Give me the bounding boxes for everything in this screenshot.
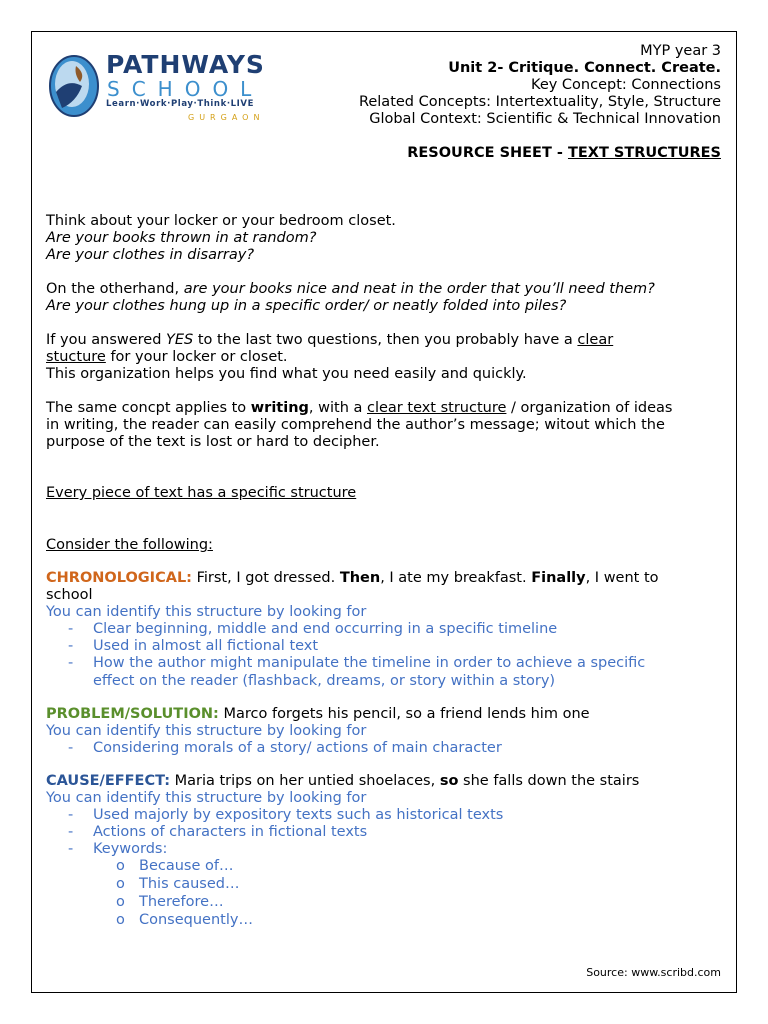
cause-effect-label: CAUSE/EFFECT: xyxy=(46,773,170,789)
chronological-example-line-2: school xyxy=(46,587,93,603)
text-run: / organization of ideas xyxy=(506,400,673,416)
logo-tagline: Learn·Work·Play·Think·LIVE xyxy=(106,99,255,109)
sheet-title xyxy=(407,145,721,162)
chronological-lead: You can identify this structure by looking for xyxy=(46,604,367,620)
sub-bullet: o xyxy=(116,858,125,874)
text-run: First, I got dressed. xyxy=(191,570,340,586)
intro-line-1: Think about your locker or your bedroom closet. xyxy=(46,213,396,229)
logo-name: PATHWAYS xyxy=(106,50,265,79)
text-run: for your locker or closet. xyxy=(105,349,288,365)
cause-effect-item-1: Used majorly by expository texts such as historical texts xyxy=(93,807,504,823)
header-key-concept: Key Concept: Connections xyxy=(531,77,721,93)
keyword-2: This caused… xyxy=(139,876,240,892)
logo-school: SCHOOL xyxy=(107,77,264,101)
sheet-title-prefix: RESOURCE SHEET - xyxy=(407,145,568,161)
text-run: , with a xyxy=(308,400,367,416)
sub-bullet: o xyxy=(116,912,125,928)
cause-effect-item-2: Actions of characters in fictional texts xyxy=(93,824,368,840)
paragraph-2-line-2: Are your clothes hung up in a specific order/ or neatly folded into piles? xyxy=(46,298,567,314)
keyword-1: Because of… xyxy=(139,858,234,874)
paragraph-4-line-3: purpose of the text is lost or hard to decipher. xyxy=(46,434,380,450)
consider-heading: Consider the following: xyxy=(46,537,213,553)
chronological-item-1: Clear beginning, middle and end occurring in a specific timeline xyxy=(93,621,558,637)
text-run: to the last two questions, then you probably have a xyxy=(193,332,578,348)
text-run: stucture xyxy=(46,349,106,365)
dash-bullet: - xyxy=(68,621,74,637)
text-run: Then xyxy=(339,570,381,586)
header-year: MYP year 3 xyxy=(640,43,721,59)
cause-effect-item-3: Keywords: xyxy=(93,841,168,857)
problem-solution-label: PROBLEM/SOLUTION: xyxy=(46,706,219,722)
paragraph-3-line-1 xyxy=(46,332,613,349)
chronological-label: CHRONOLOGICAL: xyxy=(46,570,192,586)
sub-bullet: o xyxy=(116,876,125,892)
intro-line-3: Are your clothes in disarray? xyxy=(46,247,255,263)
text-run: If you answered xyxy=(46,332,167,348)
paragraph-4-line-2: in writing, the reader can easily comprehend the author’s message; witout which the xyxy=(46,417,665,433)
chronological-item-2: Used in almost all fictional text xyxy=(93,638,319,654)
text-run: , I ate my breakfast. xyxy=(380,570,532,586)
text-run: Maria trips on her untied shoelaces, xyxy=(170,773,440,789)
dash-bullet: - xyxy=(68,807,74,823)
text-run: On the otherhand, xyxy=(46,281,184,297)
logo-city: GURGAON xyxy=(188,113,265,122)
text-run: she falls down the stairs xyxy=(458,773,640,789)
text-run: , I went to xyxy=(585,570,659,586)
text-run: YES xyxy=(166,332,194,348)
dash-bullet: - xyxy=(68,638,74,654)
keyword-4: Consequently… xyxy=(139,912,253,928)
dash-bullet: - xyxy=(68,824,74,840)
dash-bullet: - xyxy=(68,655,74,671)
header-unit: Unit 2- Critique. Connect. Create. xyxy=(448,60,721,76)
header-global-context: Global Context: Scientific & Technical Innovation xyxy=(369,111,721,127)
text-run: clear xyxy=(577,332,614,348)
sheet-title-main: TEXT STRUCTURES xyxy=(567,145,721,161)
dash-bullet: - xyxy=(68,841,74,857)
school-logo xyxy=(46,50,286,126)
intro-line-2: Are your books thrown in at random? xyxy=(46,230,317,246)
paragraph-3-line-2 xyxy=(46,349,288,366)
sub-bullet: o xyxy=(116,894,125,910)
header-related-concepts: Related Concepts: Intertextuality, Style, Structure xyxy=(358,94,721,110)
chronological-item-3: How the author might manipulate the timeline in order to achieve a specific xyxy=(93,655,646,671)
text-run: are your books nice and neat in the order that you’ll need them? xyxy=(183,281,655,297)
text-run: so xyxy=(439,773,459,789)
problem-solution-lead: You can identify this structure by looking for xyxy=(46,723,367,739)
chronological-example-line-1 xyxy=(46,570,659,587)
cause-effect-example xyxy=(46,773,639,790)
paragraph-4-line-1 xyxy=(46,400,672,417)
paragraph-3-line-3: This organization helps you find what you need easily and quickly. xyxy=(46,366,527,382)
text-run: writing xyxy=(250,400,309,416)
every-text-heading: Every piece of text has a specific structure xyxy=(46,485,357,501)
text-run: Finally xyxy=(531,570,586,586)
paragraph-2-line-1 xyxy=(46,281,655,298)
cause-effect-lead: You can identify this structure by looking for xyxy=(46,790,367,806)
problem-solution-example xyxy=(46,706,590,723)
problem-solution-item-1: Considering morals of a story/ actions of main character xyxy=(93,740,502,756)
source-footer: Source: www.scribd.com xyxy=(586,966,721,979)
text-run: Marco forgets his pencil, so a friend lends him one xyxy=(218,706,590,722)
chronological-item-3-cont: effect on the reader (flashback, dreams, or story within a story) xyxy=(93,673,556,689)
text-run: clear text structure xyxy=(367,400,507,416)
keyword-3: Therefore… xyxy=(139,894,224,910)
globe-icon xyxy=(46,52,104,124)
text-run: The same concpt applies to xyxy=(46,400,251,416)
dash-bullet: - xyxy=(68,740,74,756)
